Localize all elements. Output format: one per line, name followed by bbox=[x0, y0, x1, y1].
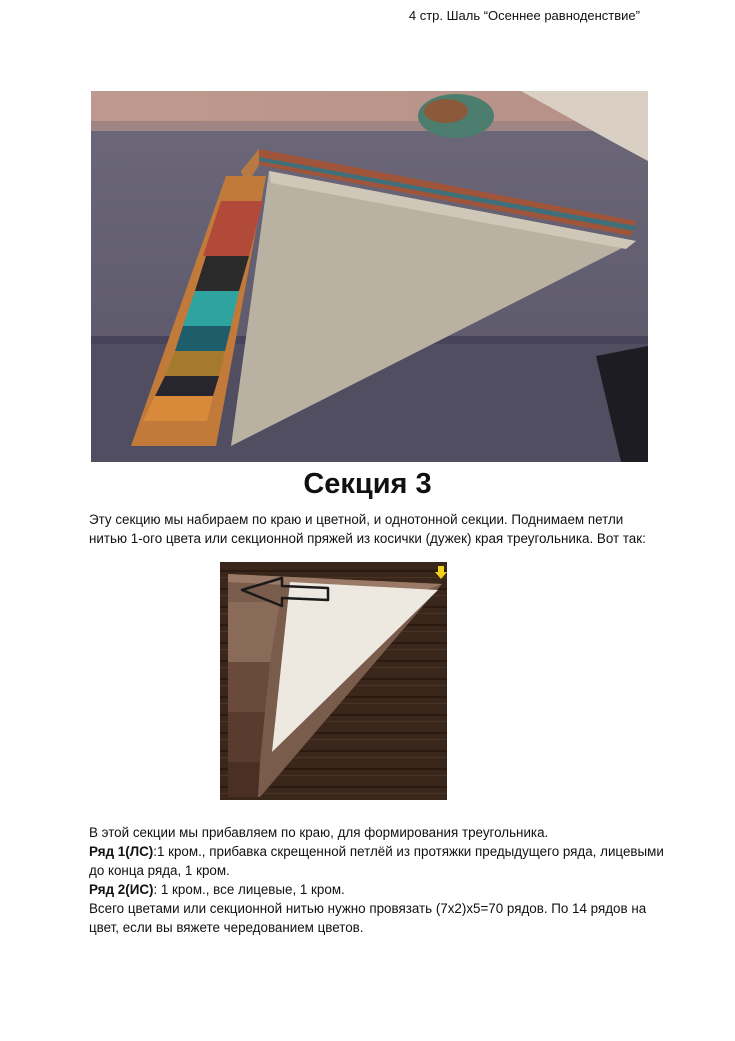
row-2-label: Ряд 2(ИС) bbox=[89, 882, 154, 897]
row-1-text: :1 кром., прибавка скрещенной петлёй из протяжки предыдущего ряда, лицевыми до конца ряда, 1 кром. bbox=[89, 844, 664, 878]
body-line-4: Всего цветами или секционной нитью нужно провязать (7х2)х5=70 рядов. По 14 рядов на цвет, если вы вяжете чередованием цветов. bbox=[89, 901, 647, 935]
row-2-text: : 1 кром., все лицевые, 1 кром. bbox=[153, 882, 345, 897]
shawl-on-floor-photo bbox=[220, 562, 447, 800]
intro-paragraph: Эту секцию мы набираем по краю и цветной, и однотонной секции. Поднимаем петли нитью 1-ого цвета или секционной пряжей из косички (дужек) края треугольника. Вот так: bbox=[89, 512, 646, 546]
row-1-label: Ряд 1(ЛС) bbox=[89, 844, 154, 859]
shawl-on-sofa-photo bbox=[91, 91, 648, 462]
section-title: Секция 3 bbox=[303, 468, 432, 500]
body-text bbox=[89, 823, 664, 937]
body-line-1: В этой секции мы прибавляем по краю, для формирования треугольника. bbox=[89, 825, 549, 840]
page-header: 4 стр. Шаль “Осеннее равноденствие” bbox=[408, 8, 640, 23]
row-1-instruction bbox=[89, 842, 664, 880]
row-2-instruction bbox=[89, 880, 664, 899]
